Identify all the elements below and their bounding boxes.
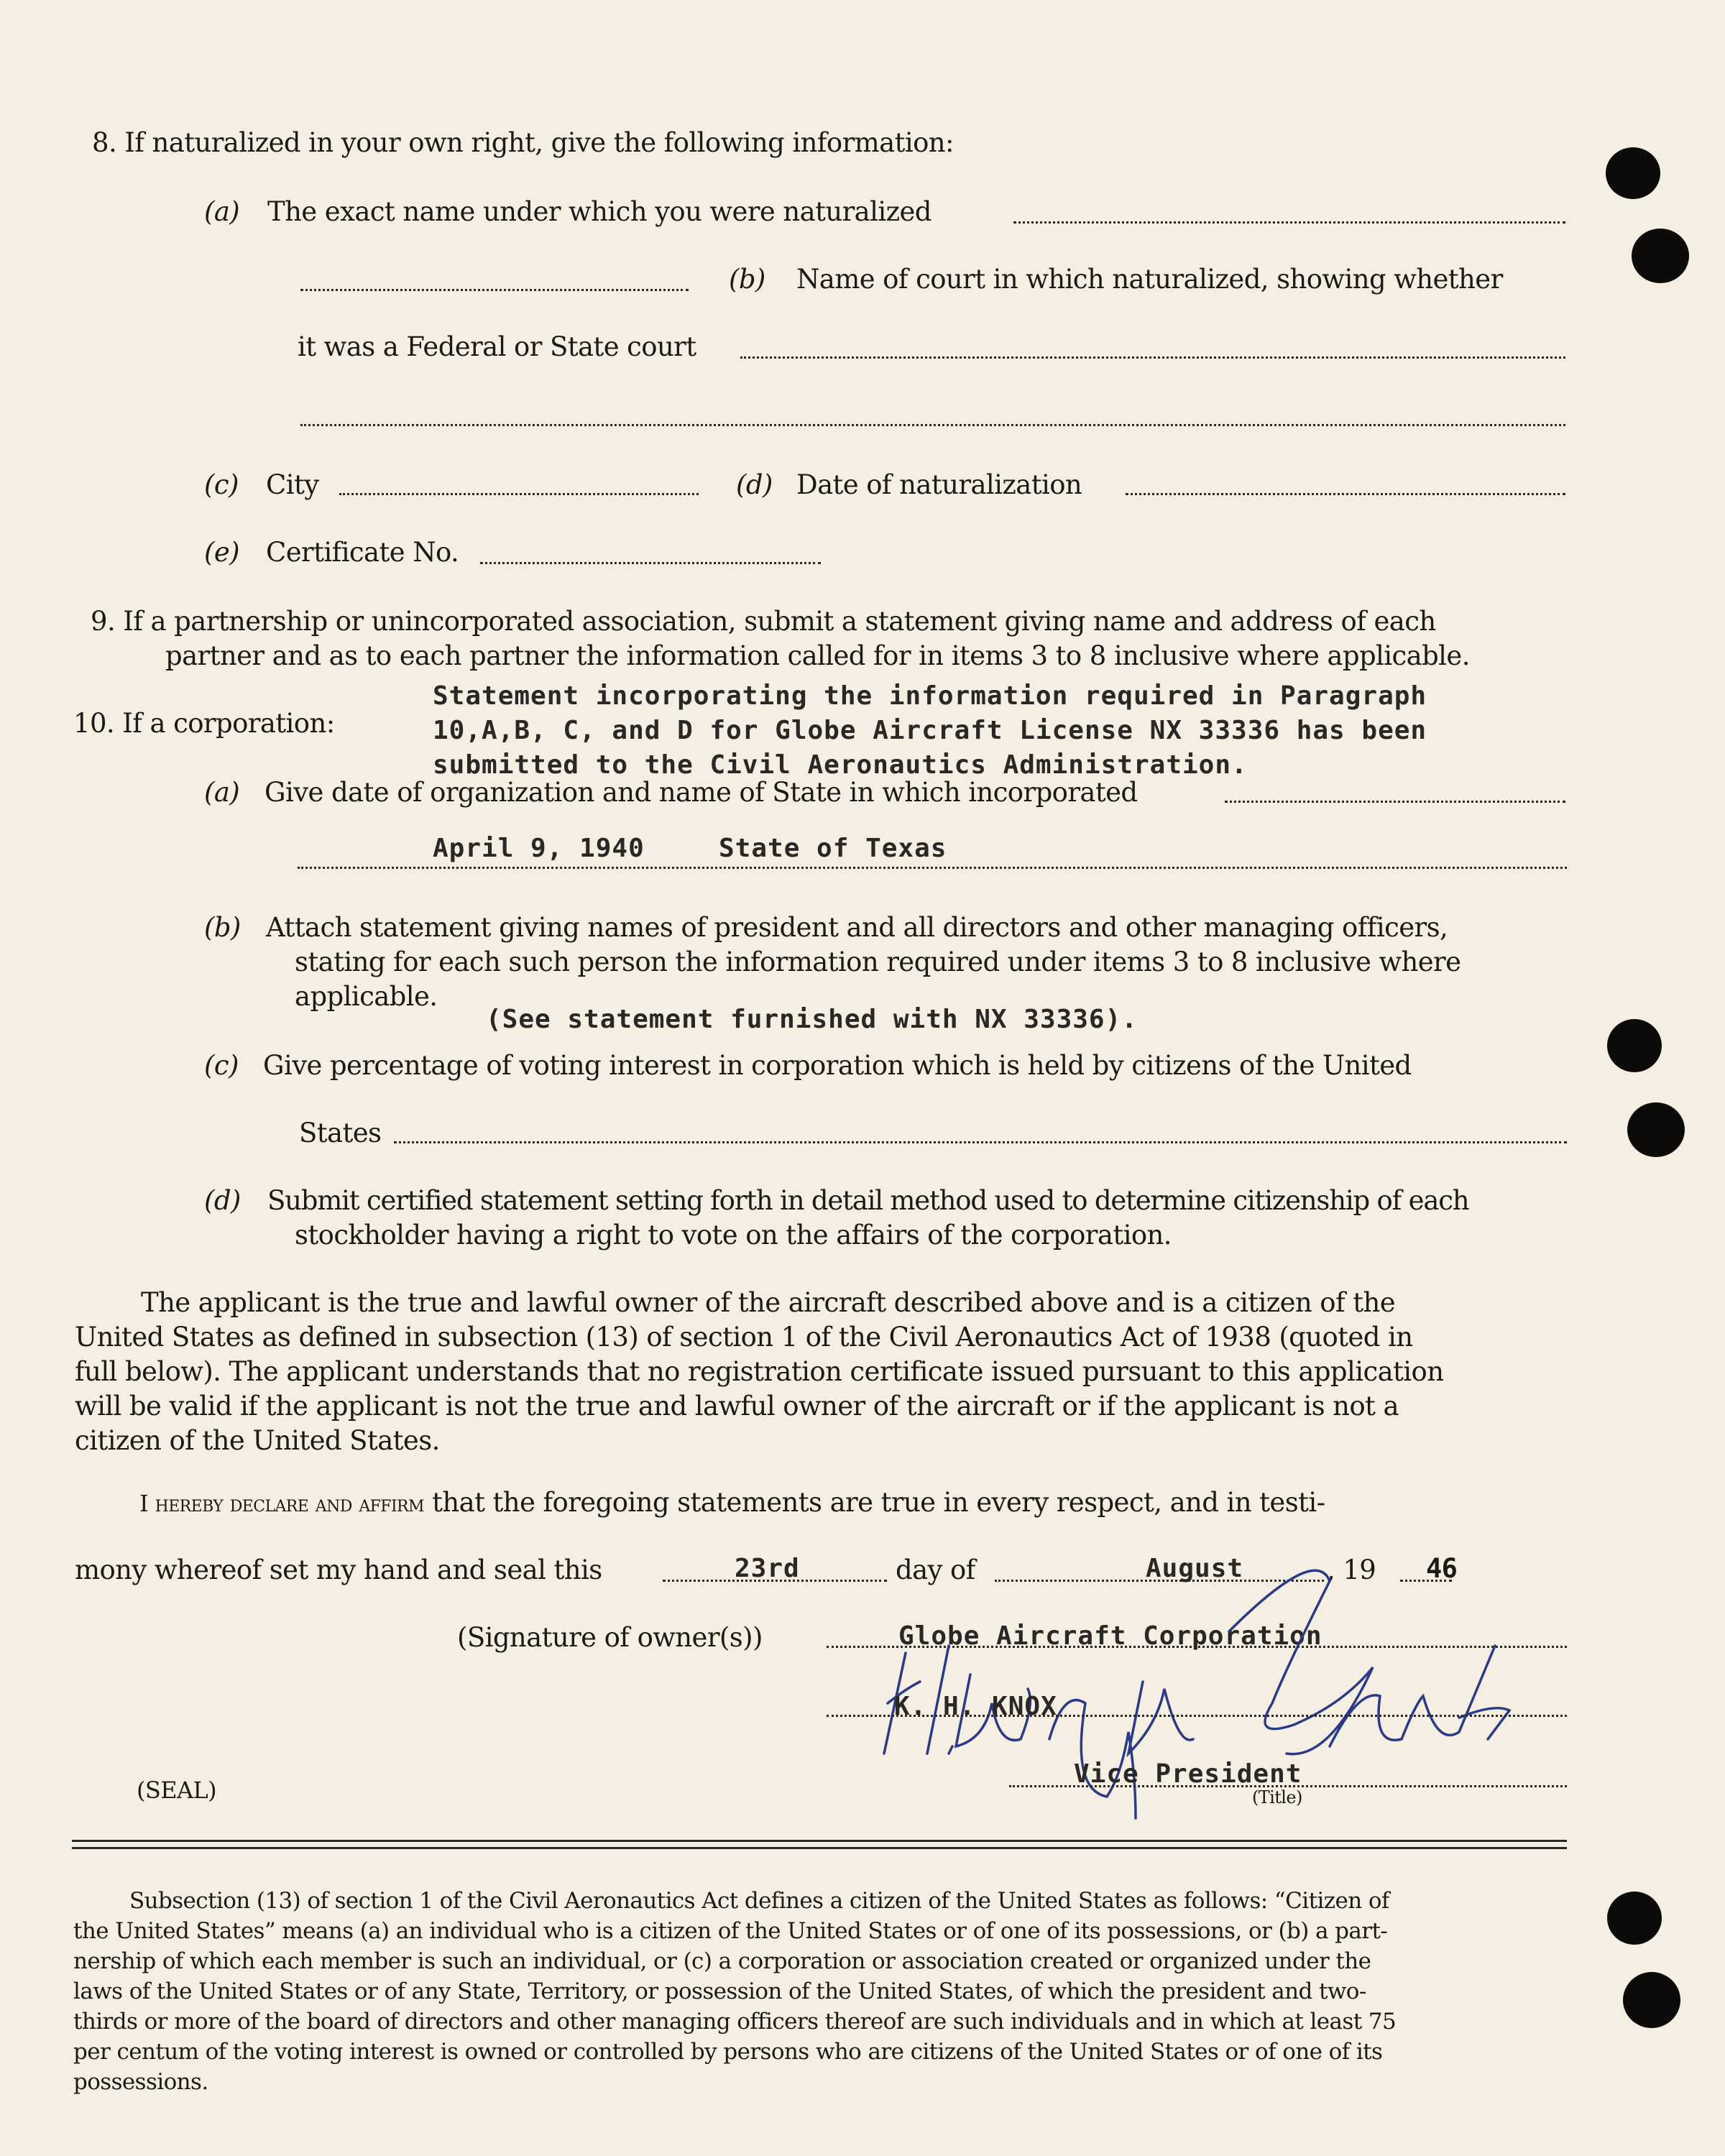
court-name-field-cont[interactable]	[300, 424, 1565, 426]
item8-e-label: (e)	[204, 537, 239, 568]
item8-b-label: (b)	[729, 264, 765, 295]
footnote-line-4: laws of the United States or of any State, Territory, or possession of the United States, of which the president and two-	[73, 1978, 1366, 2004]
punch-hole	[1607, 1892, 1662, 1945]
item8-c-text: City	[266, 469, 319, 500]
footnote-line-5: thirds or more of the board of directors and other managing officers thereof are such individuals and in which at least 75	[73, 2009, 1397, 2035]
item8-b-cont: it was a Federal or State court	[298, 331, 696, 362]
item8-c-label: (c)	[204, 469, 239, 500]
signer-field[interactable]	[827, 1715, 1567, 1717]
item10-b-label: (b)	[204, 912, 241, 943]
affirm-line-1	[139, 1486, 1325, 1520]
year-prefix: , 19	[1327, 1554, 1376, 1585]
item8-a-text: The exact name under which you were naturalized	[267, 196, 932, 227]
item10-d-label: (d)	[204, 1185, 241, 1216]
item8-d-label: (d)	[736, 469, 773, 500]
incorporation-state-value: State of Texas	[719, 834, 947, 863]
footnote-line-1: Subsection (13) of section 1 of the Civil Aeronautics Act defines a citizen of the United States as follows: “Citizen of	[129, 1888, 1389, 1914]
declaration-line-1: The applicant is the true and lawful owner of the aircraft described above and is a citizen of the	[141, 1287, 1396, 1318]
item8-heading: 8. If naturalized in your own right, give the following information:	[92, 127, 954, 158]
title-label: (Title)	[1252, 1787, 1302, 1807]
naturalization-date-field[interactable]	[1126, 493, 1565, 495]
punch-hole	[1632, 229, 1689, 283]
declaration-line-5: citizen of the United States.	[75, 1425, 440, 1456]
court-name-field[interactable]	[740, 356, 1565, 359]
item10-a-label: (a)	[204, 777, 240, 808]
signature-label: (Signature of owner(s))	[457, 1622, 763, 1653]
voting-interest-field[interactable]	[394, 1141, 1567, 1143]
punch-hole	[1627, 1102, 1685, 1157]
city-field[interactable]	[339, 493, 699, 495]
officers-statement-value: (See statement furnished with NX 33336).	[486, 1005, 1138, 1034]
item9-line2: partner and as to each partner the information called for in items 3 to 8 inclusive where applicable.	[165, 640, 1470, 671]
organization-field[interactable]	[1225, 801, 1565, 803]
punch-hole	[1607, 1019, 1662, 1072]
item10-b-line3: applicable.	[295, 981, 438, 1012]
item10-typed-note-1: Statement incorporating the information required in Paragraph	[433, 681, 1427, 711]
declaration-line-2: United States as defined in subsection (13) of section 1 of the Civil Aeronautics Act of 1938 (quoted in	[75, 1322, 1413, 1353]
item8-a-label: (a)	[204, 196, 240, 227]
item9-line1: 9. If a partnership or unincorporated association, submit a statement giving name and address of each	[91, 606, 1436, 637]
naturalized-name-field-cont[interactable]	[300, 289, 689, 291]
item8-b-text: Name of court in which naturalized, showing whether	[796, 264, 1503, 295]
footnote-line-2: the United States” means (a) an individual who is a citizen of the United States or of one of its possessions, or (b) a part-	[73, 1918, 1388, 1944]
organization-date-value: April 9, 1940	[433, 834, 645, 863]
item10-b-line1: Attach statement giving names of president and all directors and other managing officers,	[266, 912, 1448, 943]
item10-b-line2: stating for each such person the information required under items 3 to 8 inclusive where	[295, 946, 1461, 977]
item10-c-label: (c)	[204, 1050, 239, 1081]
year-value: 46	[1426, 1553, 1458, 1584]
item10-d-line2: stockholder having a right to vote on the affairs of the corporation.	[295, 1220, 1172, 1250]
item10-c-cont: States	[299, 1118, 382, 1148]
declaration-line-3: full below). The applicant understands that no registration certificate issued pursuant to this application	[75, 1356, 1444, 1387]
seal-label: (SEAL)	[137, 1777, 217, 1804]
item10-a-text: Give date of organization and name of State in which incorporated	[264, 777, 1138, 808]
affirm-line-2: mony whereof set my hand and seal this	[75, 1554, 602, 1585]
organization-field-cont[interactable]	[298, 867, 1567, 869]
month-value: August	[1146, 1554, 1244, 1583]
punch-hole	[1623, 1972, 1680, 2028]
footnote-line-7: possessions.	[73, 2069, 208, 2095]
declaration-line-4: will be valid if the applicant is not the true and lawful owner of the aircraft or if the applicant is not a	[75, 1391, 1399, 1422]
punch-hole	[1606, 147, 1660, 199]
item8-d-text: Date of naturalization	[796, 469, 1082, 500]
owner-name-value: Globe Aircraft Corporation	[898, 1621, 1322, 1651]
affirm-lead: I hereby declare and affirm	[139, 1490, 424, 1517]
naturalized-name-field[interactable]	[1013, 221, 1565, 224]
item10-heading: 10. If a corporation:	[73, 708, 335, 739]
affirm-rest: that the foregoing statements are true in every respect, and in testi-	[432, 1487, 1325, 1518]
signer-typed-name: K. H. KNOX	[894, 1692, 1057, 1721]
footnote-line-3: nership of which each member is such an individual, or (c) a corporation or association created or organized under the	[73, 1948, 1371, 1974]
item10-d-line1: Submit certified statement setting forth in detail method used to determine citizenship of each	[267, 1185, 1469, 1216]
certificate-number-field[interactable]	[480, 562, 821, 564]
divider-rule	[72, 1847, 1567, 1849]
day-value: 23rd	[735, 1554, 800, 1583]
title-value: Vice President	[1074, 1759, 1302, 1789]
item10-typed-note-3: submitted to the Civil Aeronautics Administration.	[433, 750, 1248, 780]
affirm-day-of: day of	[896, 1554, 975, 1585]
item8-e-text: Certificate No.	[266, 537, 459, 568]
item10-c-text: Give percentage of voting interest in corporation which is held by citizens of the United	[263, 1050, 1412, 1081]
item10-typed-note-2: 10,A,B, C, and D for Globe Aircraft License NX 33336 has been	[433, 716, 1427, 745]
divider-rule	[72, 1840, 1567, 1842]
footnote-line-6: per centum of the voting interest is owned or controlled by persons who are citizens of the United States or of one of its	[73, 2039, 1383, 2065]
